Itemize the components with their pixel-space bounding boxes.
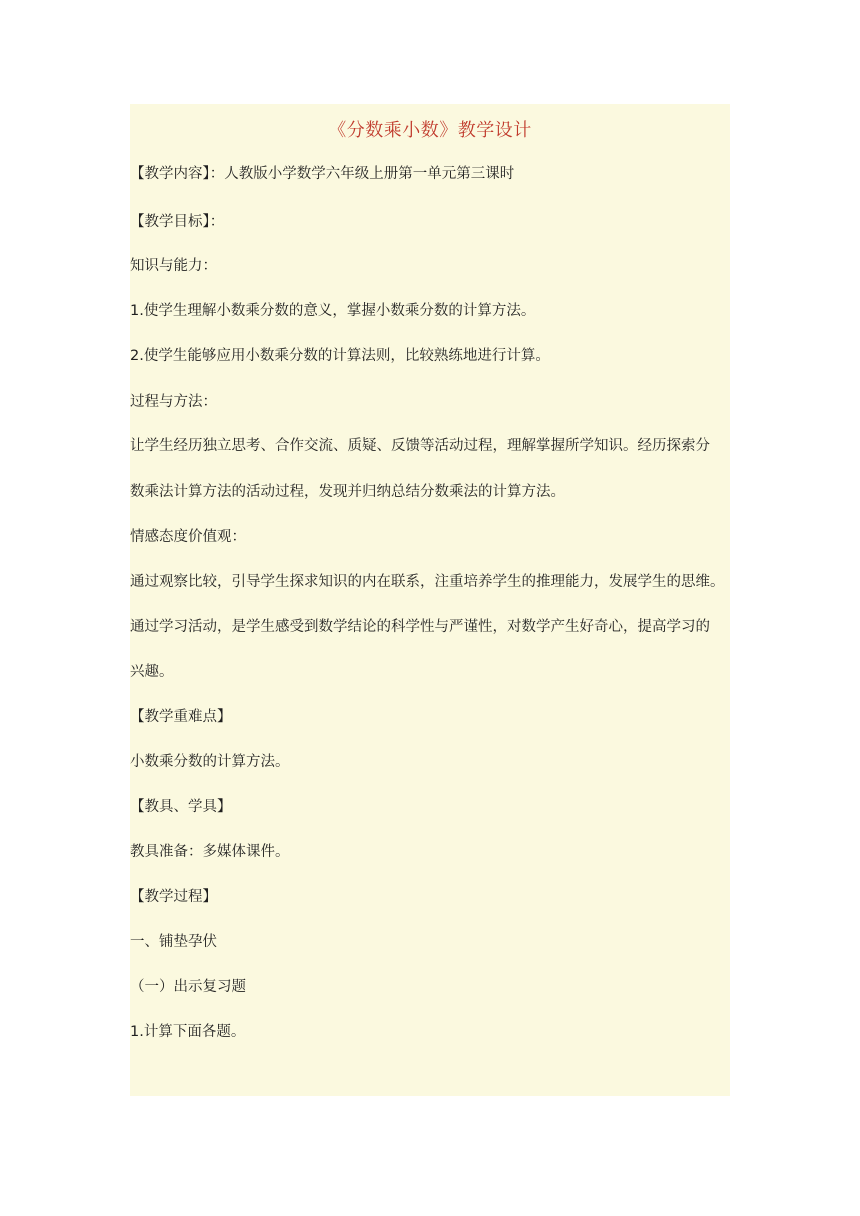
knowledge-item-1: 1.使学生理解小数乘分数的意义，掌握小数乘分数的计算方法。	[130, 303, 536, 319]
step-1-heading: 一、铺垫孕伏	[130, 934, 217, 950]
process-method-heading: 过程与方法：	[130, 394, 217, 410]
key-points-text: 小数乘分数的计算方法。	[130, 754, 290, 770]
key-points-heading: 【教学重难点】	[130, 709, 232, 725]
step-1-1-1-text: 1.计算下面各题。	[130, 1024, 246, 1040]
teaching-content-line: 【教学内容】：人教版小学数学六年级上册第一单元第三课时	[130, 166, 515, 182]
process-text-line-1: 让学生经历独立思考、合作交流、质疑、反馈等活动过程，理解掌握所学知识。经历探索分	[130, 438, 710, 454]
teaching-objective-heading: 【教学目标】：	[130, 214, 225, 230]
tools-text: 教具准备：多媒体课件。	[130, 844, 290, 860]
emotion-heading: 情感态度价值观：	[130, 529, 246, 545]
emotion-text-2a: 通过学习活动，是学生感受到数学结论的科学性与严谨性，对数学产生好奇心，提高学习的	[130, 619, 710, 635]
procedure-heading: 【教学过程】	[130, 889, 217, 905]
document-body	[130, 104, 730, 1096]
knowledge-item-2: 2.使学生能够应用小数乘分数的计算法则，比较熟练地进行计算。	[130, 348, 550, 364]
emotion-text-1: 通过观察比较，引导学生探求知识的内在联系，注重培养学生的推理能力，发展学生的思维。	[130, 574, 725, 590]
emotion-text-2b: 兴趣。	[130, 664, 174, 680]
step-1-1-heading: （一）出示复习题	[130, 979, 246, 995]
process-text-line-2: 数乘法计算方法的活动过程，发现并归纳总结分数乘法的计算方法。	[130, 484, 565, 500]
knowledge-ability-heading: 知识与能力：	[130, 258, 217, 274]
document-title: 《分数乘小数》教学设计	[328, 120, 532, 141]
tools-heading: 【教具、学具】	[130, 799, 232, 815]
